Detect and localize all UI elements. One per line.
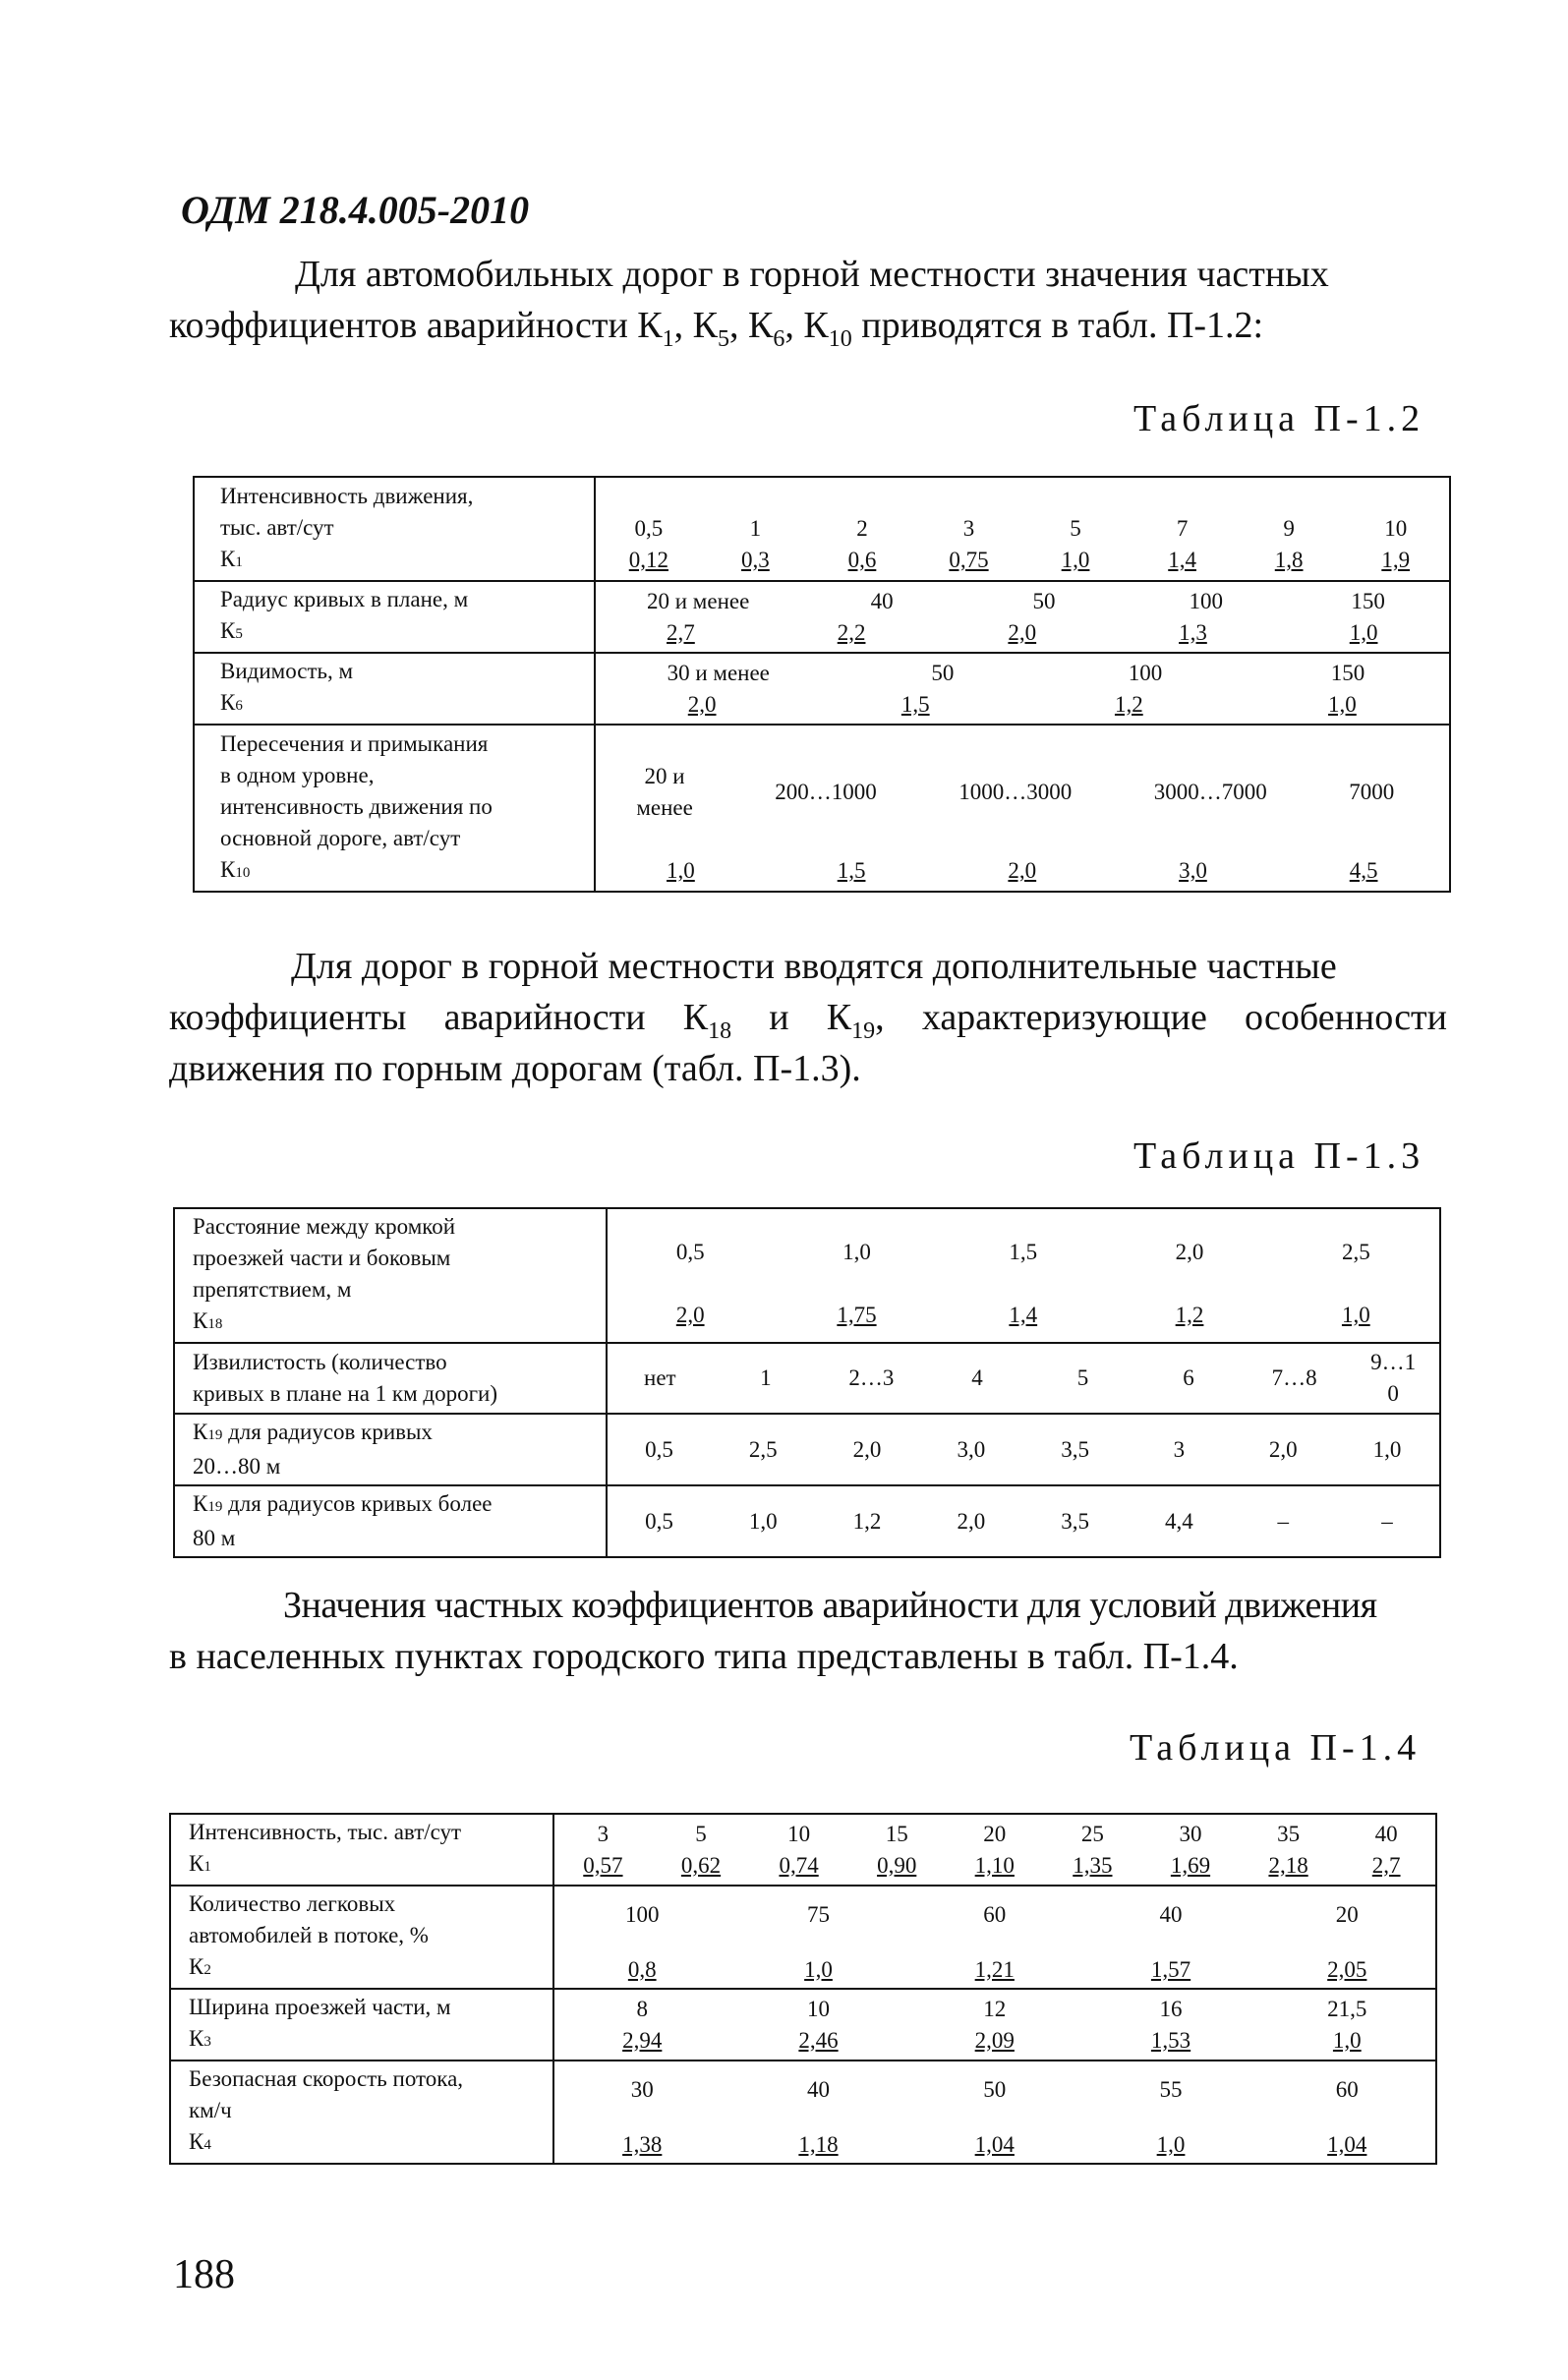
table-cell: 20 и менее — [636, 764, 693, 820]
table-cell: 30 и менее — [667, 660, 770, 685]
table-cell: – — [1381, 1508, 1393, 1534]
table-cell: 40 — [807, 2076, 830, 2102]
table-row-label: Интенсивность движения, тыс. авт/сут К1 — [194, 477, 595, 581]
table-cell: 2,0 — [852, 1436, 882, 1462]
table-cell: 3000…7000 — [1153, 780, 1267, 804]
table-cell: 0,90 — [877, 1852, 917, 1878]
table-cell: 2,7 — [1371, 1852, 1401, 1878]
table-cell: 100 — [1189, 588, 1223, 613]
table-cell: 1,9 — [1381, 548, 1411, 572]
table-cell: 0,8 — [627, 1956, 657, 1982]
paragraph-3-line-2: в населенных пунктах городского типа представлены в табл. П-1.4. — [169, 1636, 1239, 1677]
table-row — [194, 725, 1450, 892]
table-cell: 2,5 — [1341, 1239, 1370, 1264]
table-cell: 1,35 — [1073, 1852, 1113, 1878]
table-cell: 1,0 — [1332, 2027, 1362, 2053]
table-cell: 0,75 — [949, 548, 989, 572]
table-cell: 1,2 — [1114, 691, 1143, 717]
table-cell: 1,5 — [837, 858, 866, 883]
paragraph-2-line-1: Для дорог в горной местности вводятся дополнительные частные — [291, 946, 1337, 987]
table-cell: 10 — [787, 1821, 811, 1846]
table-cell: 0,5 — [645, 1436, 673, 1462]
table-cell: 40 — [1374, 1821, 1398, 1846]
table-cell: 9 — [1283, 516, 1295, 541]
table-cell: 1,2 — [1175, 1302, 1204, 1327]
table-cell: 2,0 — [957, 1508, 986, 1534]
table-cell: 2…3 — [848, 1365, 895, 1390]
table-row-label: Интенсивность, тыс. авт/сут К1 — [170, 1814, 553, 1886]
table-cell: 0,74 — [779, 1852, 819, 1878]
table-cell: 20 и менее — [647, 588, 750, 613]
table-cell: 20 — [983, 1821, 1007, 1846]
paragraph-2-line-3: движения по горным дорогам (табл. П-1.3). — [169, 1048, 861, 1089]
table-cell: 5 — [1076, 1365, 1089, 1390]
table-cell: 12 — [983, 1996, 1007, 2021]
table-cell: 7000 — [1349, 780, 1395, 804]
table-row — [194, 477, 1450, 581]
table-cell: 4 — [971, 1365, 983, 1390]
table-cell: нет — [644, 1365, 676, 1390]
table-cell: 2,0 — [687, 691, 717, 717]
table-cell: 3 — [1173, 1436, 1186, 1462]
table-cell: 40 — [1159, 1901, 1183, 1927]
table-cell: 40 — [870, 588, 894, 613]
table-cell: 1,0 — [804, 1956, 833, 1982]
table-cell: 10 — [1384, 516, 1408, 541]
table-cell: 1 — [760, 1365, 772, 1390]
table-cell: 2,18 — [1268, 1852, 1308, 1878]
table-cell: 50 — [983, 2076, 1007, 2102]
table-cell: 200…1000 — [775, 780, 877, 804]
table-cell: 2 — [856, 516, 868, 541]
table-cell: 1,4 — [1009, 1302, 1038, 1327]
table-cell: 100 — [624, 1901, 660, 1927]
table-cell: 30 — [1179, 1821, 1202, 1846]
table-1-3 — [173, 1207, 1441, 1558]
table-row-values — [595, 581, 1450, 653]
table-cell: 50 — [931, 660, 955, 685]
table-cell: 20 — [1335, 1901, 1359, 1927]
table-cell: 10 — [807, 1996, 830, 2021]
table-row — [170, 1989, 1436, 2061]
table-cell: 21,5 — [1327, 1996, 1367, 2021]
table-cell: 1,0 — [667, 858, 695, 883]
table-cell: 1,04 — [1327, 2131, 1367, 2157]
table-1-4-caption: Таблица П-1.4 — [1130, 1727, 1422, 1769]
table-row-label: Безопасная скорость потока, км/ч К4 — [170, 2061, 553, 2164]
table-cell: 1,75 — [837, 1302, 877, 1327]
table-1-2-caption: Таблица П-1.2 — [1133, 398, 1425, 439]
table-cell: 1 — [749, 516, 762, 541]
paragraph-1-line-1: Для автомобильных дорог в горной местности значения частных — [295, 254, 1329, 295]
table-cell: 3,5 — [1061, 1436, 1089, 1462]
table-row-values — [607, 1414, 1440, 1485]
table-cell: 1,0 — [1341, 1302, 1370, 1327]
table-cell: 7 — [1176, 516, 1189, 541]
table-cell: 1,38 — [622, 2131, 663, 2157]
table-row-label: Количество легковых автомобилей в потоке, % К2 — [170, 1886, 553, 1989]
table-cell: 1,4 — [1168, 548, 1196, 572]
table-row-values — [553, 1989, 1436, 2061]
table-row-label: Пересечения и примыкания в одном уровне, интенсивность движения по основной дороге, авт/сут К10 — [194, 725, 595, 892]
table-cell: 1,53 — [1150, 2027, 1191, 2053]
table-row-label: К19 для радиусов кривых 20…80 м — [174, 1414, 607, 1485]
table-row-values — [595, 477, 1450, 581]
table-cell: 150 — [1351, 588, 1385, 613]
table-row-values — [607, 1343, 1440, 1414]
table-cell: 1,57 — [1150, 1956, 1191, 1982]
table-cell: 3 — [597, 1821, 610, 1846]
table-cell: 1,5 — [900, 691, 930, 717]
table-1-2 — [193, 476, 1451, 893]
table-cell: 60 — [983, 1901, 1007, 1927]
table-cell: 2,94 — [622, 2027, 663, 2053]
table-cell: 15 — [885, 1821, 908, 1846]
table-cell: 25 — [1080, 1821, 1104, 1846]
table-cell: 4,4 — [1165, 1508, 1193, 1534]
table-cell: 1,0 — [842, 1239, 871, 1264]
table-row — [174, 1208, 1440, 1343]
table-cell: 0,5 — [634, 516, 664, 541]
table-row-values — [607, 1208, 1440, 1343]
table-cell: 1,2 — [852, 1508, 882, 1534]
table-cell: 2,0 — [1008, 858, 1037, 883]
table-cell: 0,3 — [741, 548, 770, 572]
table-cell: 0,6 — [847, 548, 877, 572]
table-cell: 35 — [1277, 1821, 1301, 1846]
paragraph-3-line-1: Значения частных коэффициентов аварийности для условий движения — [283, 1585, 1377, 1626]
table-row-label: К19 для радиусов кривых более 80 м — [174, 1485, 607, 1557]
table-cell: 1,0 — [1156, 2131, 1186, 2157]
table-cell: 1,18 — [798, 2131, 839, 2157]
table-cell: 1000…3000 — [958, 780, 1073, 804]
table-cell: 2,5 — [748, 1436, 778, 1462]
table-cell: 1,10 — [974, 1852, 1015, 1878]
table-row — [174, 1485, 1440, 1557]
table-cell: 4,5 — [1349, 858, 1378, 883]
table-cell: 2,0 — [1175, 1239, 1204, 1264]
table-cell: 1,0 — [748, 1508, 778, 1534]
table-row-label: Расстояние между кромкой проезжей части и боковым препятствием, м К18 — [174, 1208, 607, 1343]
table-row-label: Ширина проезжей части, м К3 — [170, 1989, 553, 2061]
table-cell: 50 — [1032, 588, 1056, 613]
table-cell: 1,5 — [1009, 1239, 1038, 1264]
table-cell: 2,2 — [837, 619, 866, 645]
table-1-3-caption: Таблица П-1.3 — [1133, 1135, 1425, 1177]
table-row — [170, 1814, 1436, 1886]
table-row — [170, 1886, 1436, 1989]
table-row — [194, 653, 1450, 725]
table-cell: 2,46 — [798, 2027, 839, 2053]
table-cell: 6 — [1183, 1365, 1194, 1390]
table-cell: 100 — [1128, 660, 1163, 685]
page-number: 188 — [173, 2252, 235, 2297]
table-cell: 7…8 — [1271, 1365, 1317, 1390]
table-cell: 2,05 — [1327, 1956, 1367, 1982]
table-row — [174, 1414, 1440, 1485]
table-cell: 5 — [695, 1821, 707, 1846]
table-cell: 1,0 — [1061, 548, 1090, 572]
table-cell: 16 — [1159, 1996, 1183, 2021]
table-cell: 0,57 — [583, 1852, 623, 1878]
table-cell: 1,8 — [1274, 548, 1304, 572]
table-cell: 9…1 0 — [1370, 1350, 1417, 1406]
table-cell: 5 — [1070, 516, 1081, 541]
table-cell: 1,3 — [1179, 619, 1207, 645]
table-cell: 55 — [1159, 2076, 1183, 2102]
table-row-label: Радиус кривых в плане, м К5 — [194, 581, 595, 653]
table-cell: 1,04 — [974, 2131, 1015, 2157]
paragraph-1-line-2: коэффициентов аварийности $К_1$, $К_5$, $К_6$, $К_{10}$ приводятся в табл. П-1.2: — [169, 305, 1264, 352]
table-cell: 0,12 — [628, 548, 668, 572]
table-cell: 3,5 — [1061, 1508, 1089, 1534]
table-cell: 3,0 — [957, 1436, 986, 1462]
paragraph-2-line-2: коэффициенты аварийности $К_{18}$ и $К_{19}$, характеризующие особенности — [169, 997, 1447, 1044]
table-row — [194, 581, 1450, 653]
table-cell: 3 — [962, 516, 975, 541]
table-cell: – — [1277, 1508, 1289, 1534]
table-1-4 — [169, 1813, 1437, 2165]
table-cell: 8 — [636, 1996, 648, 2021]
table-cell: 2,7 — [667, 619, 695, 645]
table-row-values — [595, 653, 1450, 725]
table-cell: 1,21 — [974, 1956, 1015, 1982]
table-cell: 75 — [807, 1901, 830, 1927]
table-row-label: Видимость, м К6 — [194, 653, 595, 725]
table-cell: 60 — [1335, 2076, 1359, 2102]
table-cell: 1,0 — [1372, 1436, 1402, 1462]
table-cell: 3,0 — [1179, 858, 1207, 883]
table-cell: 0,5 — [645, 1508, 673, 1534]
table-row-values — [595, 725, 1450, 892]
table-row — [174, 1343, 1440, 1414]
table-row-values — [553, 1814, 1436, 1886]
table-cell: 30 — [630, 2076, 654, 2102]
table-cell: 2,0 — [675, 1302, 705, 1327]
table-cell: 1,69 — [1170, 1852, 1211, 1878]
table-row — [170, 2061, 1436, 2164]
table-cell: 1,0 — [1328, 691, 1357, 717]
table-cell: 1,0 — [1349, 619, 1378, 645]
table-cell: 2,0 — [1008, 619, 1037, 645]
table-row-values — [553, 2061, 1436, 2164]
table-cell: 0,62 — [680, 1852, 722, 1878]
table-row-values — [607, 1485, 1440, 1557]
document-code: ОДМ 218.4.005-2010 — [181, 188, 530, 232]
table-cell: 2,09 — [974, 2027, 1015, 2053]
table-cell: 150 — [1330, 660, 1365, 685]
table-cell: 0,5 — [675, 1239, 705, 1264]
table-cell: 2,0 — [1268, 1436, 1298, 1462]
table-row-label: Извилистость (количество кривых в плане на 1 км дороги) — [174, 1343, 607, 1414]
table-row-values — [553, 1886, 1436, 1989]
